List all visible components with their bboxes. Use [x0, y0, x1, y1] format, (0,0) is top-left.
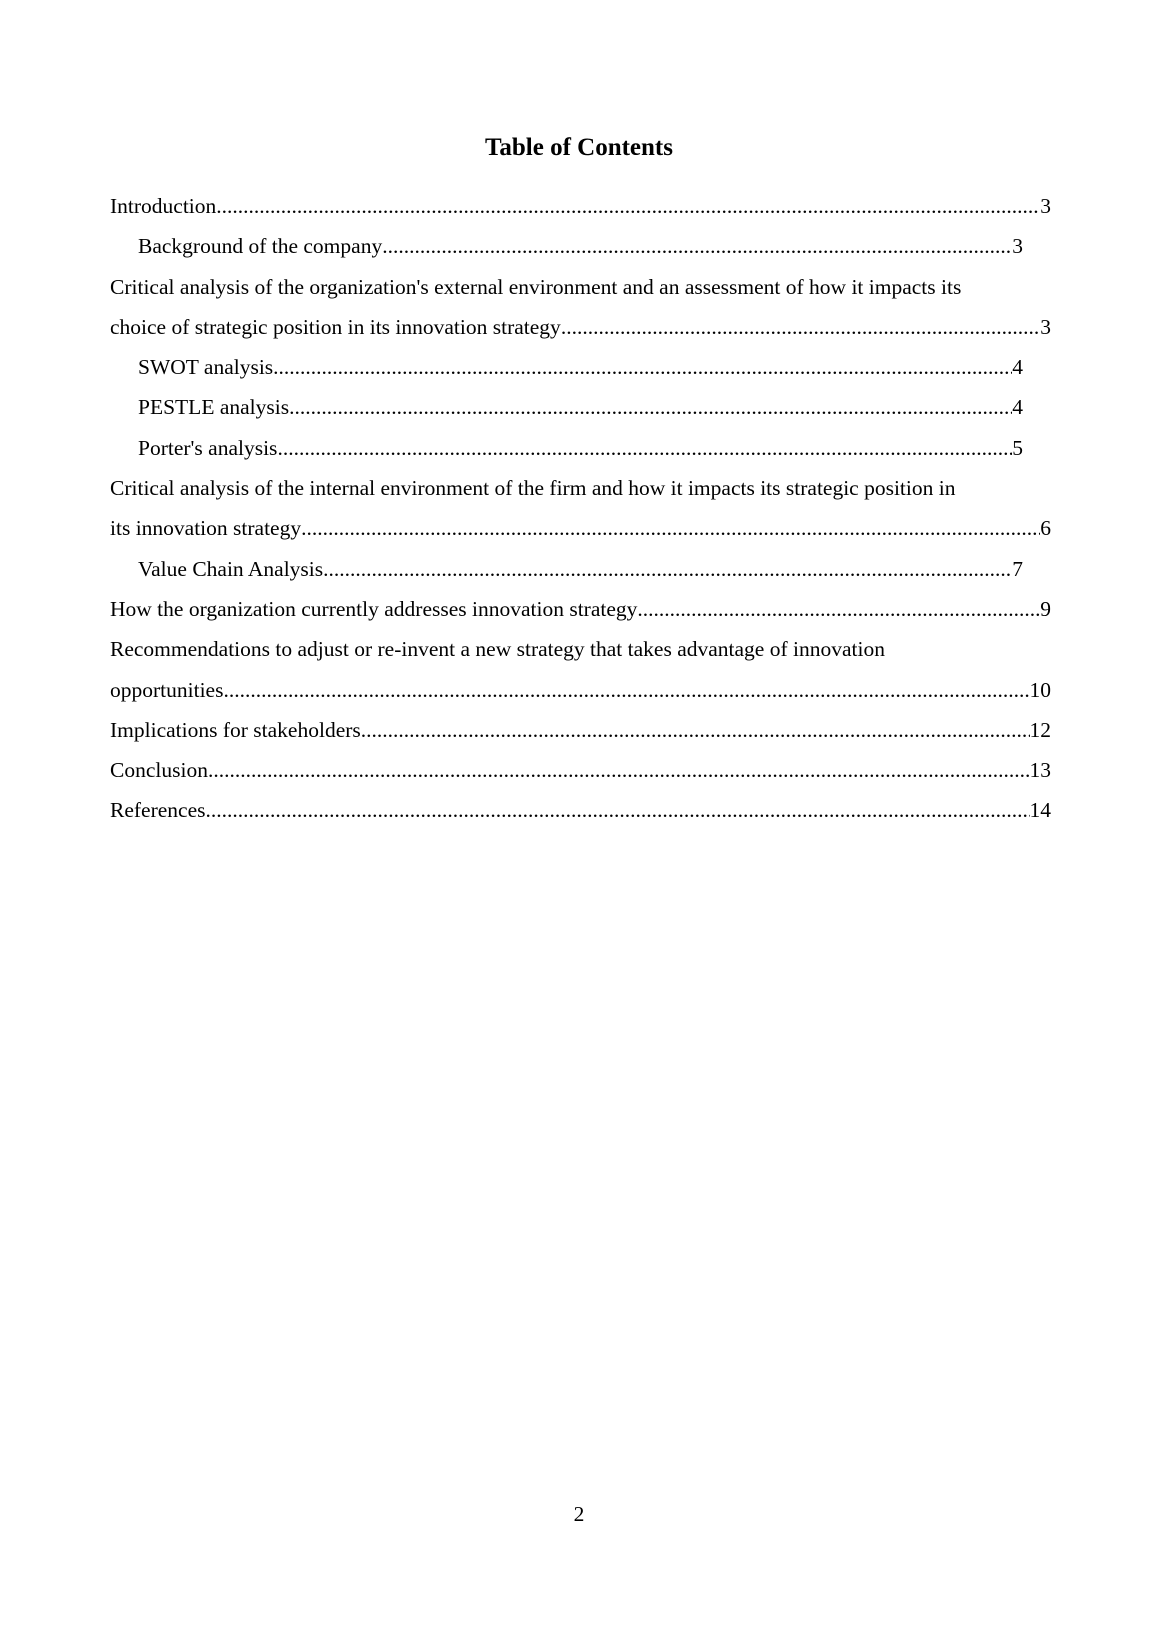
toc-entry-label: References	[110, 798, 206, 823]
toc-dot-leader	[208, 750, 1030, 790]
toc-dot-leader	[273, 347, 1012, 387]
toc-entry-page: 9	[1040, 596, 1051, 621]
toc-entry-label-line2: its innovation strategy	[110, 516, 302, 541]
toc-entry-page: 3	[1040, 314, 1051, 339]
toc-entry-porter[interactable]	[110, 428, 1051, 468]
toc-dot-leader	[289, 387, 1012, 427]
toc-entry-label: Background of the company	[138, 234, 383, 259]
toc-entry-label: Value Chain Analysis	[138, 556, 324, 581]
toc-entry-label: Conclusion	[110, 758, 208, 783]
toc-entry-introduction[interactable]	[110, 186, 1051, 226]
toc-entry-label-line1: Critical analysis of the organization's external environment and an assessment of how it impacts its	[110, 274, 962, 299]
toc-dot-leader	[382, 226, 1012, 266]
toc-entry-page: 3	[1012, 234, 1023, 259]
toc-entry-label: PESTLE analysis	[138, 395, 290, 420]
toc-entry-page: 4	[1012, 355, 1023, 380]
toc-entry-page: 13	[1029, 758, 1051, 783]
toc-entry-page: 12	[1029, 717, 1051, 742]
toc-entry-page: 4	[1012, 395, 1023, 420]
toc-entry-page: 3	[1040, 194, 1051, 218]
toc-entry-background[interactable]	[110, 226, 1051, 266]
toc-entry-implications[interactable]	[110, 710, 1051, 750]
toc-entry-current-strategy[interactable]	[110, 589, 1051, 629]
toc-entry-value-chain[interactable]	[110, 549, 1051, 589]
toc-entry-page: 5	[1012, 435, 1023, 460]
toc-dot-leader	[206, 790, 1030, 830]
toc-dot-leader	[277, 428, 1012, 468]
toc-entry-pestle[interactable]	[110, 387, 1051, 427]
toc-dot-leader	[223, 670, 1029, 710]
toc-title: Table of Contents	[485, 134, 673, 161]
page-number: 2	[573, 1502, 585, 1526]
toc-dot-leader	[216, 186, 1040, 226]
toc-entry-label: Introduction	[110, 194, 217, 218]
table-of-contents	[110, 186, 1051, 831]
toc-entry-label-line2: opportunities	[110, 677, 224, 702]
toc-dot-leader	[637, 589, 1040, 629]
toc-entry-recommendations[interactable]	[110, 629, 1051, 710]
toc-entry-label: Implications for stakeholders	[110, 717, 361, 742]
toc-entry-label: SWOT analysis	[138, 355, 274, 380]
toc-dot-leader	[361, 710, 1030, 750]
toc-entry-swot[interactable]	[110, 347, 1051, 387]
toc-entry-external-environment[interactable]	[110, 267, 1051, 348]
toc-entry-conclusion[interactable]	[110, 750, 1051, 790]
toc-entry-references[interactable]	[110, 790, 1051, 830]
toc-entry-page: 6	[1040, 516, 1051, 541]
toc-dot-leader	[561, 307, 1040, 347]
toc-entry-label-line1: Recommendations to adjust or re-invent a new strategy that takes advantage of innovation	[110, 637, 885, 662]
toc-entry-label-line2: choice of strategic position in its innovation strategy	[110, 314, 561, 339]
toc-entry-internal-environment[interactable]	[110, 468, 1051, 549]
toc-dot-leader	[323, 549, 1012, 589]
toc-entry-label-line1: Critical analysis of the internal environment of the firm and how it impacts its strategic position in	[110, 476, 956, 501]
toc-entry-label: Porter's analysis	[138, 435, 278, 460]
toc-entry-page: 10	[1029, 677, 1051, 702]
toc-entry-label: How the organization currently addresses innovation strategy	[110, 596, 638, 621]
toc-dot-leader	[301, 508, 1040, 548]
toc-entry-page: 14	[1029, 798, 1051, 823]
toc-entry-page: 7	[1012, 556, 1023, 581]
